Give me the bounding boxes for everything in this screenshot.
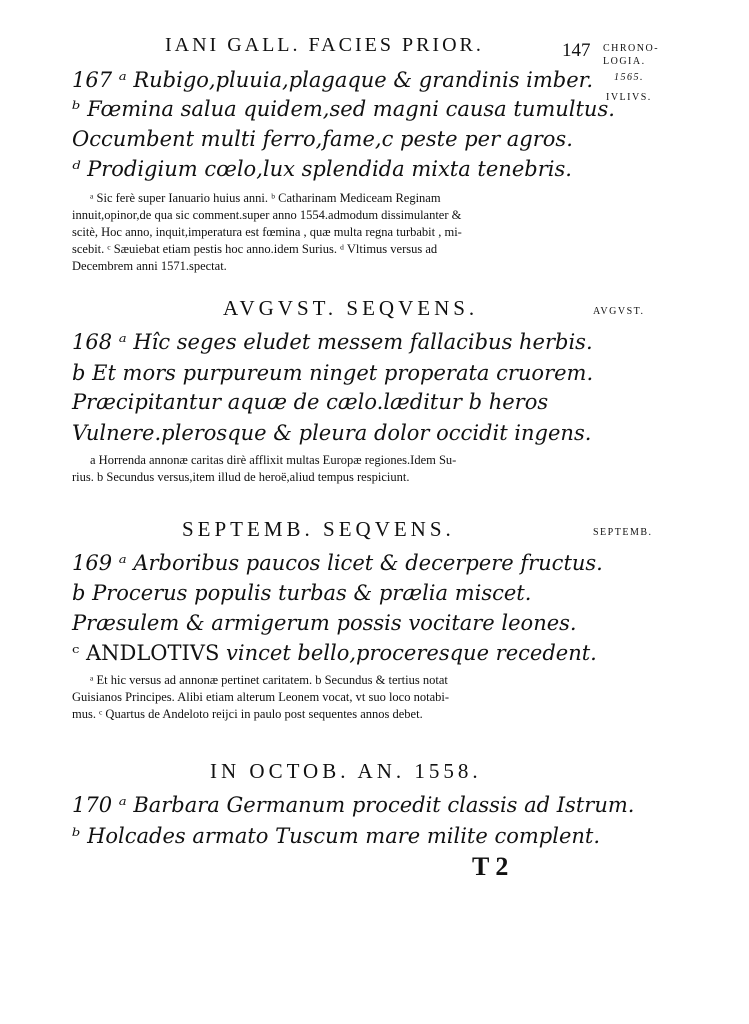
note-169-line-1: ᵃ Et hic versus ad annonæ pertinet caritatem. b Secundus & tertius notat <box>90 673 448 687</box>
heading-september: SEPTEMB. SEQVENS. <box>182 517 455 541</box>
margin-chronologia: CHRONO-LOGIA. <box>603 43 660 67</box>
verse-169-line-2: b Procerus populis turbas & prælia miscet. <box>72 581 532 605</box>
note-169-line-2: Guisianos Principes. Alibi etiam alterum Leonem vocat, vt suo loco notabi- <box>72 690 450 704</box>
note-167-line-5: Decembrem anni 1571.spectat. <box>72 259 227 273</box>
verse-170-line-1: 170 ᵃ Barbara Germanum procedit classis ad Istrum. <box>72 793 635 817</box>
note-168-line-1: a Horrenda annonæ caritas dirè afflixit multas Europæ regiones.Idem Su- <box>90 453 457 467</box>
verse-169-line-4 <box>72 639 597 667</box>
margin-september: SEPTEMB. <box>593 527 653 538</box>
heading-august: AVGVST. SEQVENS. <box>223 296 479 320</box>
verse-167-line-3: Occumbent multi ferro,fame,c peste per agros. <box>72 127 573 151</box>
verse-168-line-4: Vulnere.plerosque & pleura dolor occidit ingens. <box>72 421 592 445</box>
note-167-line-4: scebit. ᶜ Sæuiebat etiam pestis hoc anno.idem Surius. ᵈ Vltimus versus ad <box>72 242 438 256</box>
page-number: 147 <box>562 40 591 61</box>
verse-168-line-2: b Et mors purpureum ninget properata cruorem. <box>72 361 594 385</box>
margin-august: AVGVST. <box>593 306 645 317</box>
verse-169-line-3: Præsulem & armigerum possis vocitare leones. <box>72 611 577 635</box>
verse-167-line-4: ᵈ Prodigium cœlo,lux splendida mixta tenebris. <box>72 157 572 181</box>
verse-167-line-2: ᵇ Fœmina salua quidem,sed magni causa tumultus. <box>72 97 615 121</box>
margin-year: 1565. <box>614 72 644 83</box>
verse-168-line-1: 168 ᵃ Hîc seges eludet messem fallacibus herbis. <box>72 330 593 354</box>
heading-october: IN OCTOB. AN. 1558. <box>210 759 482 783</box>
signature-mark: T 2 <box>472 852 509 881</box>
note-167-line-3: scitè, Hoc anno, inquit,imperatura est fœmina , quæ multa regna turbabit , mi- <box>72 225 462 239</box>
verse-169-line-4-rest: vincet bello,proceresque recedent. <box>219 641 597 665</box>
margin-july: IVLIVS. <box>606 92 652 103</box>
note-168-line-2: rius. b Secundus versus,item illud de heroë,aliud tempus respiciunt. <box>72 470 410 484</box>
verse-170-line-2: ᵇ Holcades armato Tuscum mare milite complent. <box>72 824 601 848</box>
note-167-line-2: innuit,opinor,de qua sic comment.super anno 1554.admodum dissimulanter & <box>72 208 462 222</box>
andlotius-caps: ᶜ ANDLOTIVS <box>72 641 220 665</box>
note-169-line-3: mus. ᶜ Quartus de Andeloto reijci in paulo post sequentes annos debet. <box>72 707 423 721</box>
note-167-line-1: ᵃ Sic ferè super Ianuario huius anni. ᵇ Catharinam Mediceam Reginam <box>90 191 441 205</box>
verse-168-line-3: Præcipitantur aquæ de cælo.læditur b heros <box>72 390 549 414</box>
verse-167-line-1: 167 ᵃ Rubigo,pluuia,plagaque & grandinis imber. <box>72 68 594 92</box>
running-head: IANI GALL. FACIES PRIOR. <box>165 34 484 56</box>
verse-169-line-1: 169 ᵃ Arboribus paucos licet & decerpere fructus. <box>72 551 603 575</box>
